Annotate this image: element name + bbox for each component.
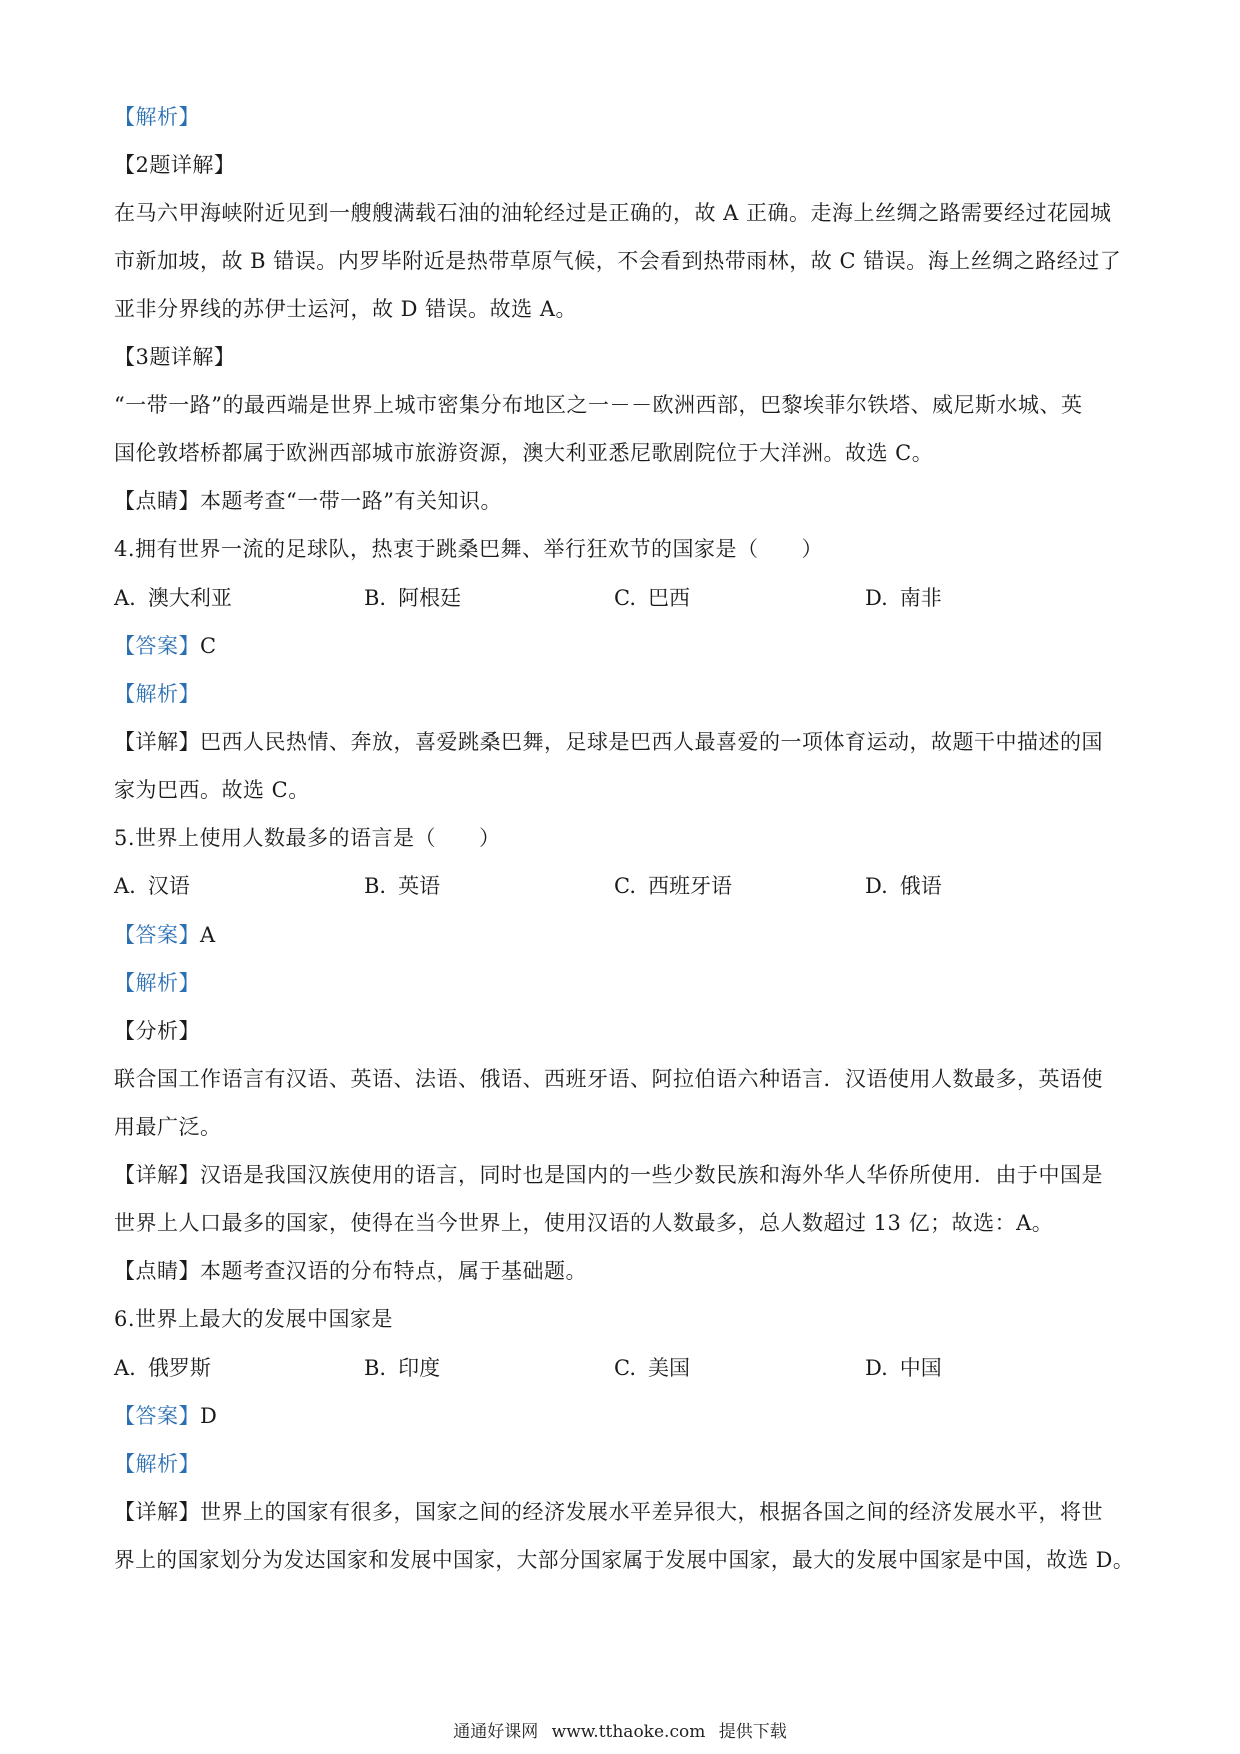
paragraph-line: 联合国工作语言有汉语、英语、法语、俄语、西班牙语、阿拉伯语六种语言．汉语使用人数最多，英语使 — [114, 1067, 1103, 1091]
key-point-note: 【点睛】本题考查“一带一路”有关知识。 — [114, 489, 502, 513]
question-4-analysis-heading: 【解析】 — [114, 682, 200, 706]
question-5-options — [114, 871, 1134, 901]
option-b: B. 英语 — [364, 874, 441, 898]
paragraph-line: “一带一路”的最西端是世界上城市密集分布地区之一－－欧洲西部，巴黎埃菲尔铁塔、威尼斯水城、英 — [114, 393, 1083, 417]
option-c: C. 西班牙语 — [614, 874, 732, 898]
paragraph-line: 在马六甲海峡附近见到一艘艘满载石油的油轮经过是正确的，故 A 正确。走海上丝绸之路需要经过花园城 — [114, 201, 1112, 225]
option-b: B. 阿根廷 — [364, 586, 462, 610]
q3-detail-heading: 【3题详解】 — [114, 345, 236, 369]
question-5-analysis-heading: 【解析】 — [114, 971, 200, 995]
paragraph-line: 国伦敦塔桥都属于欧洲西部城市旅游资源，澳大利亚悉尼歌剧院位于大洋洲。故选 C。 — [114, 441, 934, 465]
option-a: A. 澳大利亚 — [114, 586, 232, 610]
footer-note: 提供下载 — [718, 1722, 787, 1742]
question-5-stem: 5.世界上使用人数最多的语言是（ ） — [114, 826, 501, 850]
option-d: D. 南非 — [865, 586, 942, 610]
question-4-answer: 【答案】C — [114, 634, 217, 658]
paragraph-line: 市新加坡，故 B 错误。内罗毕附近是热带草原气候，不会看到热带雨林，故 C 错误。海上丝绸之路经过了 — [114, 249, 1122, 273]
question-5-fenxi-heading: 【分析】 — [114, 1019, 200, 1043]
paragraph-line: 家为巴西。故选 C。 — [114, 778, 310, 802]
option-c: C. 美国 — [614, 1356, 690, 1380]
option-a: A. 俄罗斯 — [114, 1356, 211, 1380]
question-6-stem: 6.世界上最大的发展中国家是 — [114, 1307, 394, 1331]
paragraph-line: 亚非分界线的苏伊士运河，故 D 错误。故选 A。 — [114, 297, 578, 321]
paragraph-line: 界上的国家划分为发达国家和发展中国家，大部分国家属于发展中国家，最大的发展中国家是中国，故选 D。 — [114, 1548, 1135, 1572]
option-c: C. 巴西 — [614, 586, 690, 610]
q2-detail-heading: 【2题详解】 — [114, 153, 236, 177]
option-b: B. 印度 — [364, 1356, 441, 1380]
analysis-heading: 【解析】 — [114, 105, 200, 129]
question-5-answer: 【答案】A — [114, 923, 216, 947]
paragraph-line: 【详解】巴西人民热情、奔放，喜爱跳桑巴舞，足球是巴西人最喜爱的一项体育运动，故题干中描述的国 — [114, 730, 1103, 754]
footer-url[interactable]: www.tthaoke.com — [551, 1722, 706, 1742]
question-6-analysis-heading: 【解析】 — [114, 1452, 200, 1476]
question-4-options — [114, 583, 1134, 613]
question-4-stem: 4.拥有世界一流的足球队，热衷于跳桑巴舞、举行狂欢节的国家是（ ） — [114, 537, 824, 561]
paragraph-line: 【详解】世界上的国家有很多，国家之间的经济发展水平差异很大，根据各国之间的经济发展水平，将世 — [114, 1500, 1103, 1524]
key-point-note: 【点睛】本题考查汉语的分布特点，属于基础题。 — [114, 1259, 587, 1283]
option-a: A. 汉语 — [114, 874, 190, 898]
paragraph-line: 【详解】汉语是我国汉族使用的语言，同时也是国内的一些少数民族和海外华人华侨所使用．由于中国是 — [114, 1163, 1103, 1187]
page-footer — [0, 1720, 1240, 1744]
paragraph-line: 世界上人口最多的国家，使得在当今世界上，使用汉语的人数最多，总人数超过 13 亿；故选：A。 — [114, 1211, 1054, 1235]
paragraph-line: 用最广泛。 — [114, 1115, 222, 1139]
option-d: D. 俄语 — [865, 874, 942, 898]
option-d: D. 中国 — [865, 1356, 942, 1380]
footer-site-name: 通通好课网 — [453, 1722, 539, 1742]
question-6-options — [114, 1353, 1134, 1383]
question-6-answer: 【答案】D — [114, 1404, 218, 1428]
